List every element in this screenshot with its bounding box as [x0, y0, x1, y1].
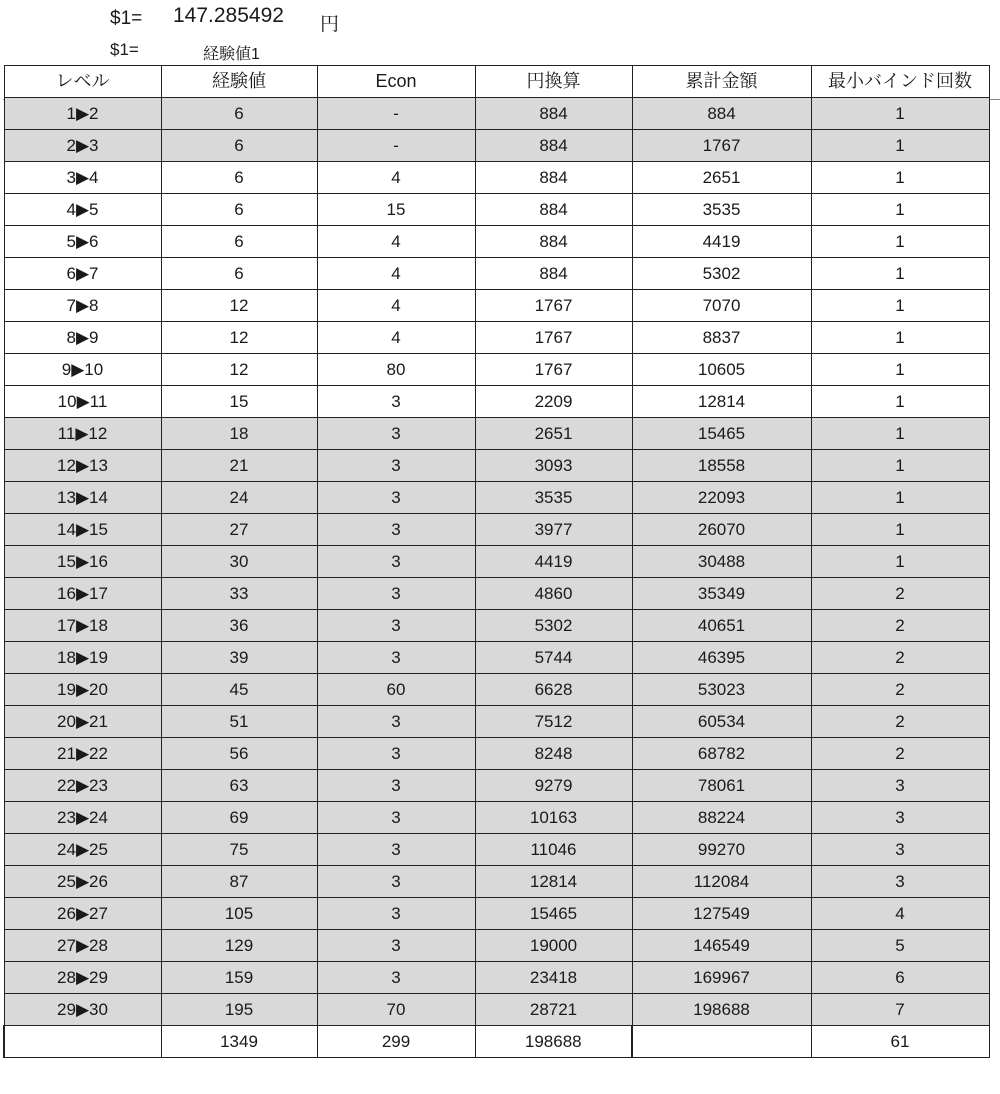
cell-yen[interactable]: 884 [475, 162, 632, 194]
cell-exp[interactable]: 39 [161, 642, 317, 674]
cell-econ[interactable]: 3 [317, 642, 475, 674]
cell-level[interactable]: 6▶7 [4, 258, 161, 290]
cell-min-binds[interactable]: 3 [811, 770, 989, 802]
cell-yen[interactable]: 2651 [475, 418, 632, 450]
cell-yen[interactable]: 28721 [475, 994, 632, 1026]
cell-level[interactable]: 14▶15 [4, 514, 161, 546]
table-row [4, 610, 989, 642]
table-row [4, 130, 989, 162]
cell-econ[interactable]: - [317, 98, 475, 130]
cell-econ[interactable]: 3 [317, 450, 475, 482]
cell-econ[interactable]: 15 [317, 194, 475, 226]
cell-cumulative[interactable]: 46395 [632, 642, 811, 674]
cell-min-binds[interactable]: 7 [811, 994, 989, 1026]
cell-yen[interactable]: 1767 [475, 322, 632, 354]
cell-econ[interactable]: 3 [317, 418, 475, 450]
cell-min-binds[interactable]: 1 [811, 450, 989, 482]
cell-min-binds[interactable]: 3 [811, 866, 989, 898]
table-row [4, 674, 989, 706]
cell-yen[interactable]: 5744 [475, 642, 632, 674]
cell-cumulative[interactable]: 8837 [632, 322, 811, 354]
cell-yen[interactable]: 3093 [475, 450, 632, 482]
cell-yen[interactable]: 8248 [475, 738, 632, 770]
table-row [4, 354, 989, 386]
totals-row [4, 1026, 989, 1058]
cell-level[interactable]: 25▶26 [4, 866, 161, 898]
cell-cumulative[interactable]: 99270 [632, 834, 811, 866]
cell-yen[interactable]: 23418 [475, 962, 632, 994]
cell-yen[interactable]: 884 [475, 98, 632, 130]
cell-yen[interactable]: 1767 [475, 290, 632, 322]
cell-exp[interactable]: 6 [161, 162, 317, 194]
total-cell-level[interactable] [4, 1026, 161, 1058]
table-row [4, 482, 989, 514]
cell-econ[interactable]: 4 [317, 258, 475, 290]
cell-econ[interactable]: 3 [317, 898, 475, 930]
table-row [4, 98, 989, 130]
cell-level[interactable]: 5▶6 [4, 226, 161, 258]
cell-min-binds[interactable]: 1 [811, 322, 989, 354]
cell-econ[interactable]: 3 [317, 962, 475, 994]
column-header-econ[interactable]: Econ [317, 66, 475, 98]
cell-econ[interactable]: 3 [317, 578, 475, 610]
cell-exp[interactable]: 69 [161, 802, 317, 834]
cell-econ[interactable]: 3 [317, 386, 475, 418]
cell-econ[interactable]: 3 [317, 610, 475, 642]
cell-exp[interactable]: 21 [161, 450, 317, 482]
total-cell-econ[interactable]: 299 [317, 1026, 475, 1058]
cell-cumulative[interactable]: 169967 [632, 962, 811, 994]
level-cost-table [3, 65, 990, 1058]
cell-level[interactable]: 18▶19 [4, 642, 161, 674]
cell-exp[interactable]: 6 [161, 130, 317, 162]
cell-cumulative[interactable]: 112084 [632, 866, 811, 898]
cell-yen[interactable]: 2209 [475, 386, 632, 418]
cell-min-binds[interactable]: 3 [811, 834, 989, 866]
cell-min-binds[interactable]: 2 [811, 674, 989, 706]
cell-yen[interactable]: 1767 [475, 354, 632, 386]
cell-exp[interactable]: 87 [161, 866, 317, 898]
cell-exp[interactable]: 6 [161, 194, 317, 226]
cell-cumulative[interactable]: 68782 [632, 738, 811, 770]
column-header-yen[interactable]: 円換算 [475, 66, 632, 98]
cell-exp[interactable]: 36 [161, 610, 317, 642]
cell-cumulative[interactable]: 7070 [632, 290, 811, 322]
column-header-cumulative[interactable]: 累計金額 [632, 66, 811, 98]
cell-level[interactable]: 11▶12 [4, 418, 161, 450]
table-row [4, 802, 989, 834]
cell-cumulative[interactable]: 5302 [632, 258, 811, 290]
table-row [4, 578, 989, 610]
cell-exp[interactable]: 195 [161, 994, 317, 1026]
cell-exp[interactable]: 75 [161, 834, 317, 866]
cell-econ[interactable]: 3 [317, 482, 475, 514]
table-row [4, 866, 989, 898]
table-row [4, 770, 989, 802]
cell-min-binds[interactable]: 5 [811, 930, 989, 962]
cell-level[interactable]: 8▶9 [4, 322, 161, 354]
column-header-level[interactable]: レベル [4, 66, 161, 98]
table-row [4, 962, 989, 994]
rate-label: $1= [110, 8, 143, 29]
cell-exp[interactable]: 24 [161, 482, 317, 514]
cell-yen[interactable]: 10163 [475, 802, 632, 834]
cell-cumulative[interactable]: 2651 [632, 162, 811, 194]
cell-exp[interactable]: 6 [161, 98, 317, 130]
cell-exp[interactable]: 30 [161, 546, 317, 578]
cell-cumulative[interactable]: 127549 [632, 898, 811, 930]
cell-level[interactable]: 2▶3 [4, 130, 161, 162]
table-row [4, 898, 989, 930]
cell-level[interactable]: 24▶25 [4, 834, 161, 866]
cell-level[interactable]: 28▶29 [4, 962, 161, 994]
cell-min-binds[interactable]: 1 [811, 226, 989, 258]
cell-level[interactable]: 19▶20 [4, 674, 161, 706]
cell-yen[interactable]: 4860 [475, 578, 632, 610]
cell-econ[interactable]: 4 [317, 290, 475, 322]
cell-yen[interactable]: 3535 [475, 482, 632, 514]
rate-label-2: $1= [110, 40, 139, 59]
cell-level[interactable]: 26▶27 [4, 898, 161, 930]
cell-level[interactable]: 13▶14 [4, 482, 161, 514]
cell-cumulative[interactable]: 60534 [632, 706, 811, 738]
cell-min-binds[interactable]: 2 [811, 610, 989, 642]
table-row [4, 642, 989, 674]
table-row [4, 290, 989, 322]
cell-min-binds[interactable]: 1 [811, 482, 989, 514]
table-header-row [4, 66, 989, 98]
cell-yen[interactable]: 884 [475, 130, 632, 162]
cell-yen[interactable]: 884 [475, 194, 632, 226]
cell-min-binds[interactable]: 1 [811, 130, 989, 162]
cell-level[interactable]: 15▶16 [4, 546, 161, 578]
cell-econ[interactable]: 3 [317, 834, 475, 866]
cell-yen[interactable]: 15465 [475, 898, 632, 930]
cell-exp[interactable]: 51 [161, 706, 317, 738]
cell-cumulative[interactable]: 884 [632, 98, 811, 130]
cell-exp[interactable]: 129 [161, 930, 317, 962]
cell-yen[interactable]: 11046 [475, 834, 632, 866]
column-header-min-binds[interactable]: 最小バインド回数 [811, 66, 989, 98]
table-row [4, 258, 989, 290]
cell-min-binds[interactable]: 2 [811, 706, 989, 738]
cell-econ[interactable]: 3 [317, 930, 475, 962]
cell-exp[interactable]: 6 [161, 226, 317, 258]
cell-min-binds[interactable]: 1 [811, 194, 989, 226]
cell-level[interactable]: 17▶18 [4, 610, 161, 642]
cell-exp[interactable]: 56 [161, 738, 317, 770]
cell-cumulative[interactable]: 40651 [632, 610, 811, 642]
table-row [4, 514, 989, 546]
exchange-rate-value: 147.285492 [173, 4, 284, 27]
cell-econ[interactable]: 3 [317, 738, 475, 770]
cell-econ[interactable]: 70 [317, 994, 475, 1026]
cell-cumulative[interactable]: 26070 [632, 514, 811, 546]
table-row [4, 834, 989, 866]
cell-min-binds[interactable]: 1 [811, 162, 989, 194]
table-row [4, 994, 989, 1026]
cell-cumulative[interactable]: 15465 [632, 418, 811, 450]
cell-cumulative[interactable]: 4419 [632, 226, 811, 258]
cell-min-binds[interactable]: 3 [811, 802, 989, 834]
table-row [4, 386, 989, 418]
cell-min-binds[interactable]: 1 [811, 258, 989, 290]
cell-min-binds[interactable]: 1 [811, 290, 989, 322]
cell-min-binds[interactable]: 1 [811, 514, 989, 546]
table-row [4, 194, 989, 226]
cell-level[interactable]: 27▶28 [4, 930, 161, 962]
cell-cumulative[interactable]: 18558 [632, 450, 811, 482]
cell-level[interactable]: 16▶17 [4, 578, 161, 610]
cell-yen[interactable]: 3977 [475, 514, 632, 546]
cell-yen[interactable]: 19000 [475, 930, 632, 962]
cell-econ[interactable]: 3 [317, 866, 475, 898]
cell-min-binds[interactable]: 1 [811, 354, 989, 386]
cell-exp[interactable]: 105 [161, 898, 317, 930]
table-row [4, 546, 989, 578]
cell-econ[interactable]: - [317, 130, 475, 162]
cell-exp[interactable]: 159 [161, 962, 317, 994]
table-row [4, 418, 989, 450]
cell-level[interactable]: 29▶30 [4, 994, 161, 1026]
cell-yen[interactable]: 5302 [475, 610, 632, 642]
cell-econ[interactable]: 4 [317, 322, 475, 354]
cell-min-binds[interactable]: 2 [811, 578, 989, 610]
table-row [4, 322, 989, 354]
currency-unit: 円 [320, 14, 340, 35]
cell-yen[interactable]: 7512 [475, 706, 632, 738]
cell-exp[interactable]: 18 [161, 418, 317, 450]
table-row [4, 162, 989, 194]
cell-min-binds[interactable]: 1 [811, 386, 989, 418]
cell-level[interactable]: 21▶22 [4, 738, 161, 770]
cell-cumulative[interactable]: 88224 [632, 802, 811, 834]
cell-econ[interactable]: 80 [317, 354, 475, 386]
cell-exp[interactable]: 27 [161, 514, 317, 546]
cell-cumulative[interactable]: 53023 [632, 674, 811, 706]
cell-econ[interactable]: 4 [317, 226, 475, 258]
cell-yen[interactable]: 4419 [475, 546, 632, 578]
cell-level[interactable]: 22▶23 [4, 770, 161, 802]
table-row [4, 226, 989, 258]
table-body [4, 98, 989, 1058]
table-row [4, 930, 989, 962]
cell-exp[interactable]: 33 [161, 578, 317, 610]
cell-cumulative[interactable]: 35349 [632, 578, 811, 610]
cell-exp[interactable]: 6 [161, 258, 317, 290]
cell-econ[interactable]: 3 [317, 706, 475, 738]
exp-rate-value: 経験値1 [203, 46, 260, 63]
cell-exp[interactable]: 15 [161, 386, 317, 418]
cell-level[interactable]: 4▶5 [4, 194, 161, 226]
cell-exp[interactable]: 63 [161, 770, 317, 802]
cell-min-binds[interactable]: 1 [811, 98, 989, 130]
cell-level[interactable]: 3▶4 [4, 162, 161, 194]
cell-exp[interactable]: 12 [161, 354, 317, 386]
cell-yen[interactable]: 884 [475, 226, 632, 258]
cell-level[interactable]: 7▶8 [4, 290, 161, 322]
cell-cumulative[interactable]: 10605 [632, 354, 811, 386]
cell-cumulative[interactable]: 3535 [632, 194, 811, 226]
cell-exp[interactable]: 45 [161, 674, 317, 706]
cell-econ[interactable]: 60 [317, 674, 475, 706]
cell-econ[interactable]: 3 [317, 514, 475, 546]
cell-yen[interactable]: 884 [475, 258, 632, 290]
cell-cumulative[interactable]: 22093 [632, 482, 811, 514]
column-header-exp[interactable]: 経験値 [161, 66, 317, 98]
cell-min-binds[interactable]: 2 [811, 642, 989, 674]
cell-cumulative[interactable]: 78061 [632, 770, 811, 802]
cell-level[interactable]: 23▶24 [4, 802, 161, 834]
cell-cumulative[interactable]: 30488 [632, 546, 811, 578]
cell-yen[interactable]: 12814 [475, 866, 632, 898]
cell-level[interactable]: 10▶11 [4, 386, 161, 418]
total-cell-min-binds[interactable]: 61 [811, 1026, 989, 1058]
cell-cumulative[interactable]: 1767 [632, 130, 811, 162]
cell-exp[interactable]: 12 [161, 322, 317, 354]
cell-min-binds[interactable]: 1 [811, 546, 989, 578]
table-row [4, 450, 989, 482]
total-cell-yen[interactable]: 198688 [475, 1026, 632, 1058]
table-row [4, 738, 989, 770]
cell-level[interactable]: 1▶2 [4, 98, 161, 130]
total-cell-cumulative[interactable] [632, 1026, 811, 1058]
cell-yen[interactable]: 9279 [475, 770, 632, 802]
cell-cumulative[interactable]: 12814 [632, 386, 811, 418]
cell-econ[interactable]: 3 [317, 802, 475, 834]
table-row [4, 706, 989, 738]
cell-min-binds[interactable]: 6 [811, 962, 989, 994]
cell-min-binds[interactable]: 4 [811, 898, 989, 930]
cell-level[interactable]: 12▶13 [4, 450, 161, 482]
cell-level[interactable]: 9▶10 [4, 354, 161, 386]
cell-econ[interactable]: 4 [317, 162, 475, 194]
cell-yen[interactable]: 6628 [475, 674, 632, 706]
cell-cumulative[interactable]: 198688 [632, 994, 811, 1026]
cell-econ[interactable]: 3 [317, 546, 475, 578]
cell-cumulative[interactable]: 146549 [632, 930, 811, 962]
cell-min-binds[interactable]: 1 [811, 418, 989, 450]
cell-min-binds[interactable]: 2 [811, 738, 989, 770]
cell-econ[interactable]: 3 [317, 770, 475, 802]
total-cell-exp[interactable]: 1349 [161, 1026, 317, 1058]
cell-exp[interactable]: 12 [161, 290, 317, 322]
cell-level[interactable]: 20▶21 [4, 706, 161, 738]
